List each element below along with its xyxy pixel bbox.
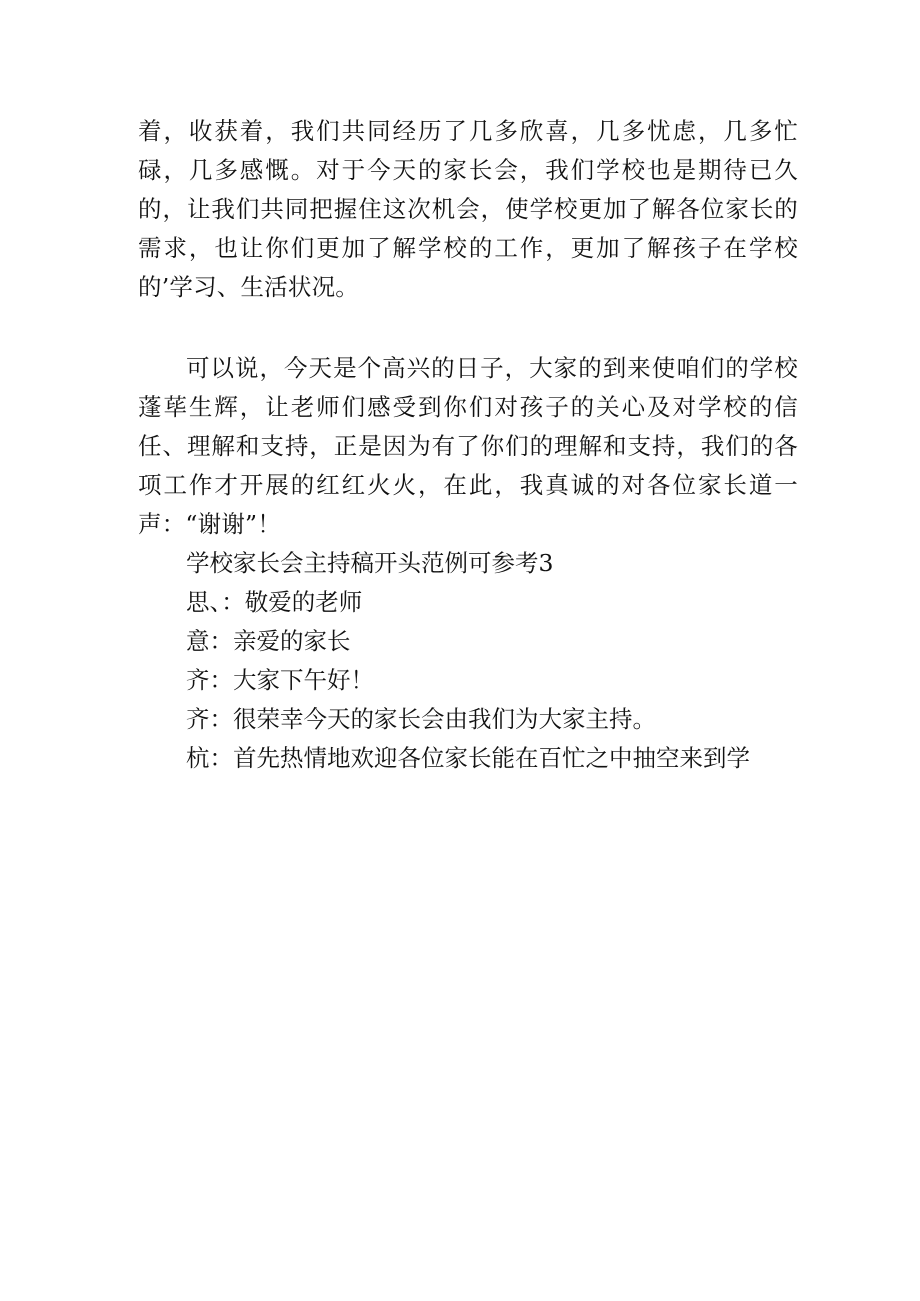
paragraph-welcome: 可以说，今天是个高兴的日子，大家的到来使咱们的学校蓬荜生辉，让老师们感受到你们对孩子的关心及对学校的信任、理解和支持，正是因为有了你们的理解和支持，我们的各项工作才开展的红红火火，在此，我真诚的对各位家长道一声：“谢谢”！	[138, 354, 798, 538]
paragraph-continuation: 着，收获着，我们共同经历了几多欣喜，几多忧虑，几多忙碌，几多感慨。对于今天的家长会，我们学校也是期待已久的，让我们共同把握住这次机会，使学校更加了解各位家长的需求，也让你们更加了解学校的工作，更加了解孩子在学校的’学习、生活状况。	[138, 117, 798, 301]
script-line-5: 杭：首先热情地欢迎各位家长能在百忙之中抽空来到学	[186, 744, 750, 772]
section-title: 学校家长会主持稿开头范例可参考3	[186, 549, 554, 577]
script-line-1: 思、：敬爱的老师	[186, 588, 363, 616]
script-line-4: 齐：很荣幸今天的家长会由我们为大家主持。	[186, 705, 656, 733]
document-page	[138, 112, 798, 778]
script-line-2: 意：亲爱的家长	[186, 627, 351, 655]
script-line-3: 齐：大家下午好！	[186, 666, 374, 694]
